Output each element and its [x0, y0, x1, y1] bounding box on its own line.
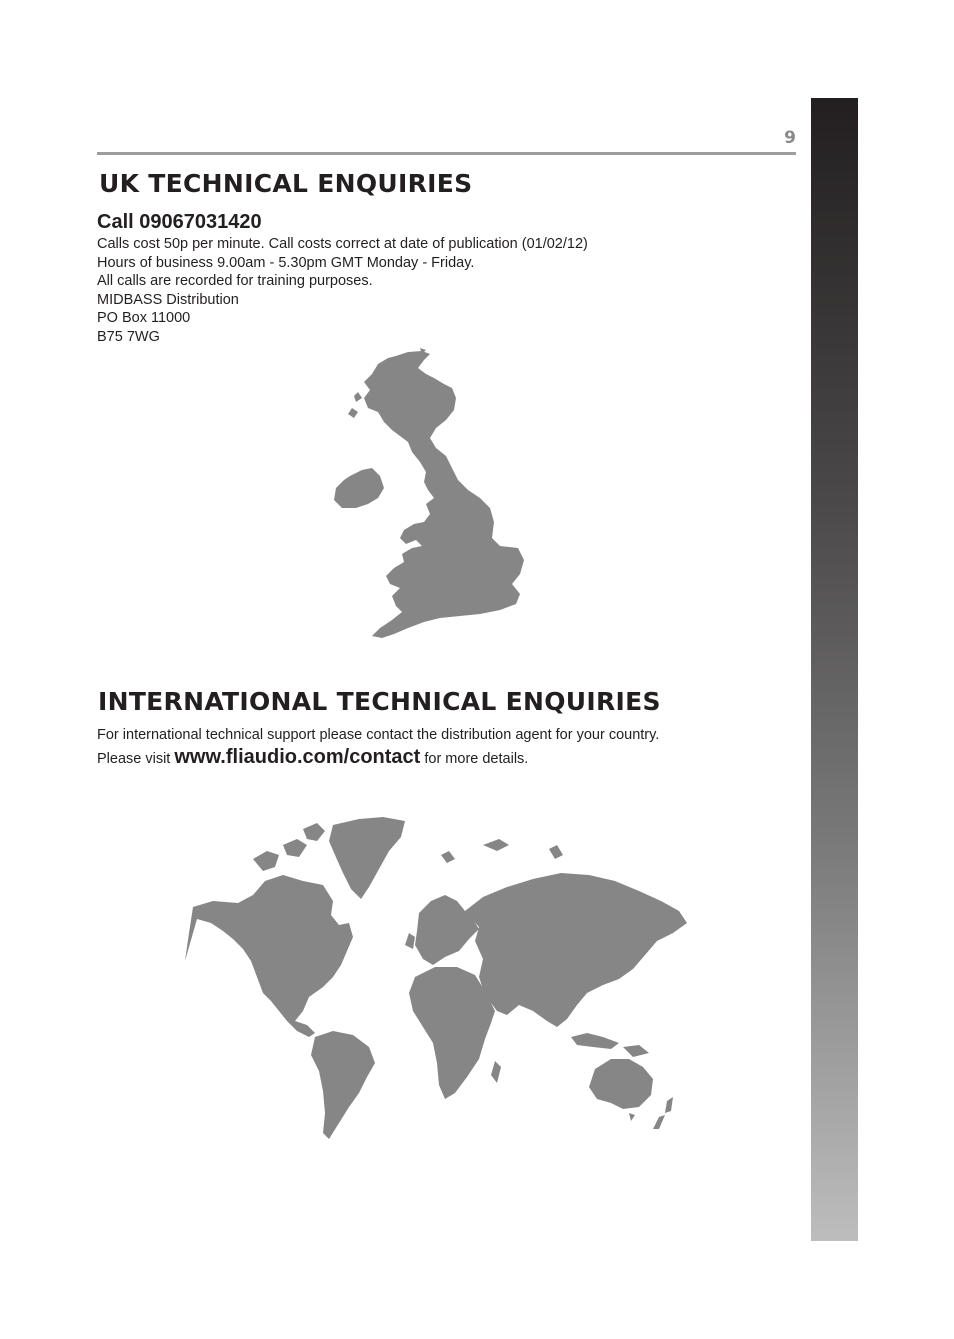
uk-section-title: UK TECHNICAL ENQUIRIES	[99, 169, 473, 198]
international-visit-text	[97, 746, 528, 769]
page-number: 9	[784, 128, 796, 148]
international-section-title: INTERNATIONAL TECHNICAL ENQUIRIES	[98, 687, 661, 716]
visit-prefix: Please visit	[97, 751, 175, 767]
international-support-text: For international technical support please contact the distribution agent for your country.	[97, 727, 660, 743]
uk-call-number: Call 09067031420	[97, 211, 262, 233]
world-map-illustration	[183, 815, 688, 1145]
uk-detail-line: Calls cost 50p per minute. Call costs correct at date of publication (01/02/12)	[97, 236, 588, 252]
contact-url-link[interactable]: www.fliaudio.com/contact	[174, 746, 421, 768]
uk-map-illustration	[330, 348, 526, 640]
uk-detail-line: Hours of business 9.00am - 5.30pm GMT Monday - Friday.	[97, 254, 475, 271]
uk-detail-line: PO Box 11000	[97, 310, 191, 326]
uk-detail-line: All calls are recorded for training purposes.	[97, 273, 373, 289]
side-gradient-bar	[811, 98, 858, 1241]
uk-detail-line: B75 7WG	[97, 328, 160, 345]
uk-details	[97, 235, 588, 346]
visit-suffix: for more details.	[420, 751, 529, 767]
header-rule	[97, 152, 796, 155]
uk-detail-line: MIDBASS Distribution	[97, 291, 239, 308]
